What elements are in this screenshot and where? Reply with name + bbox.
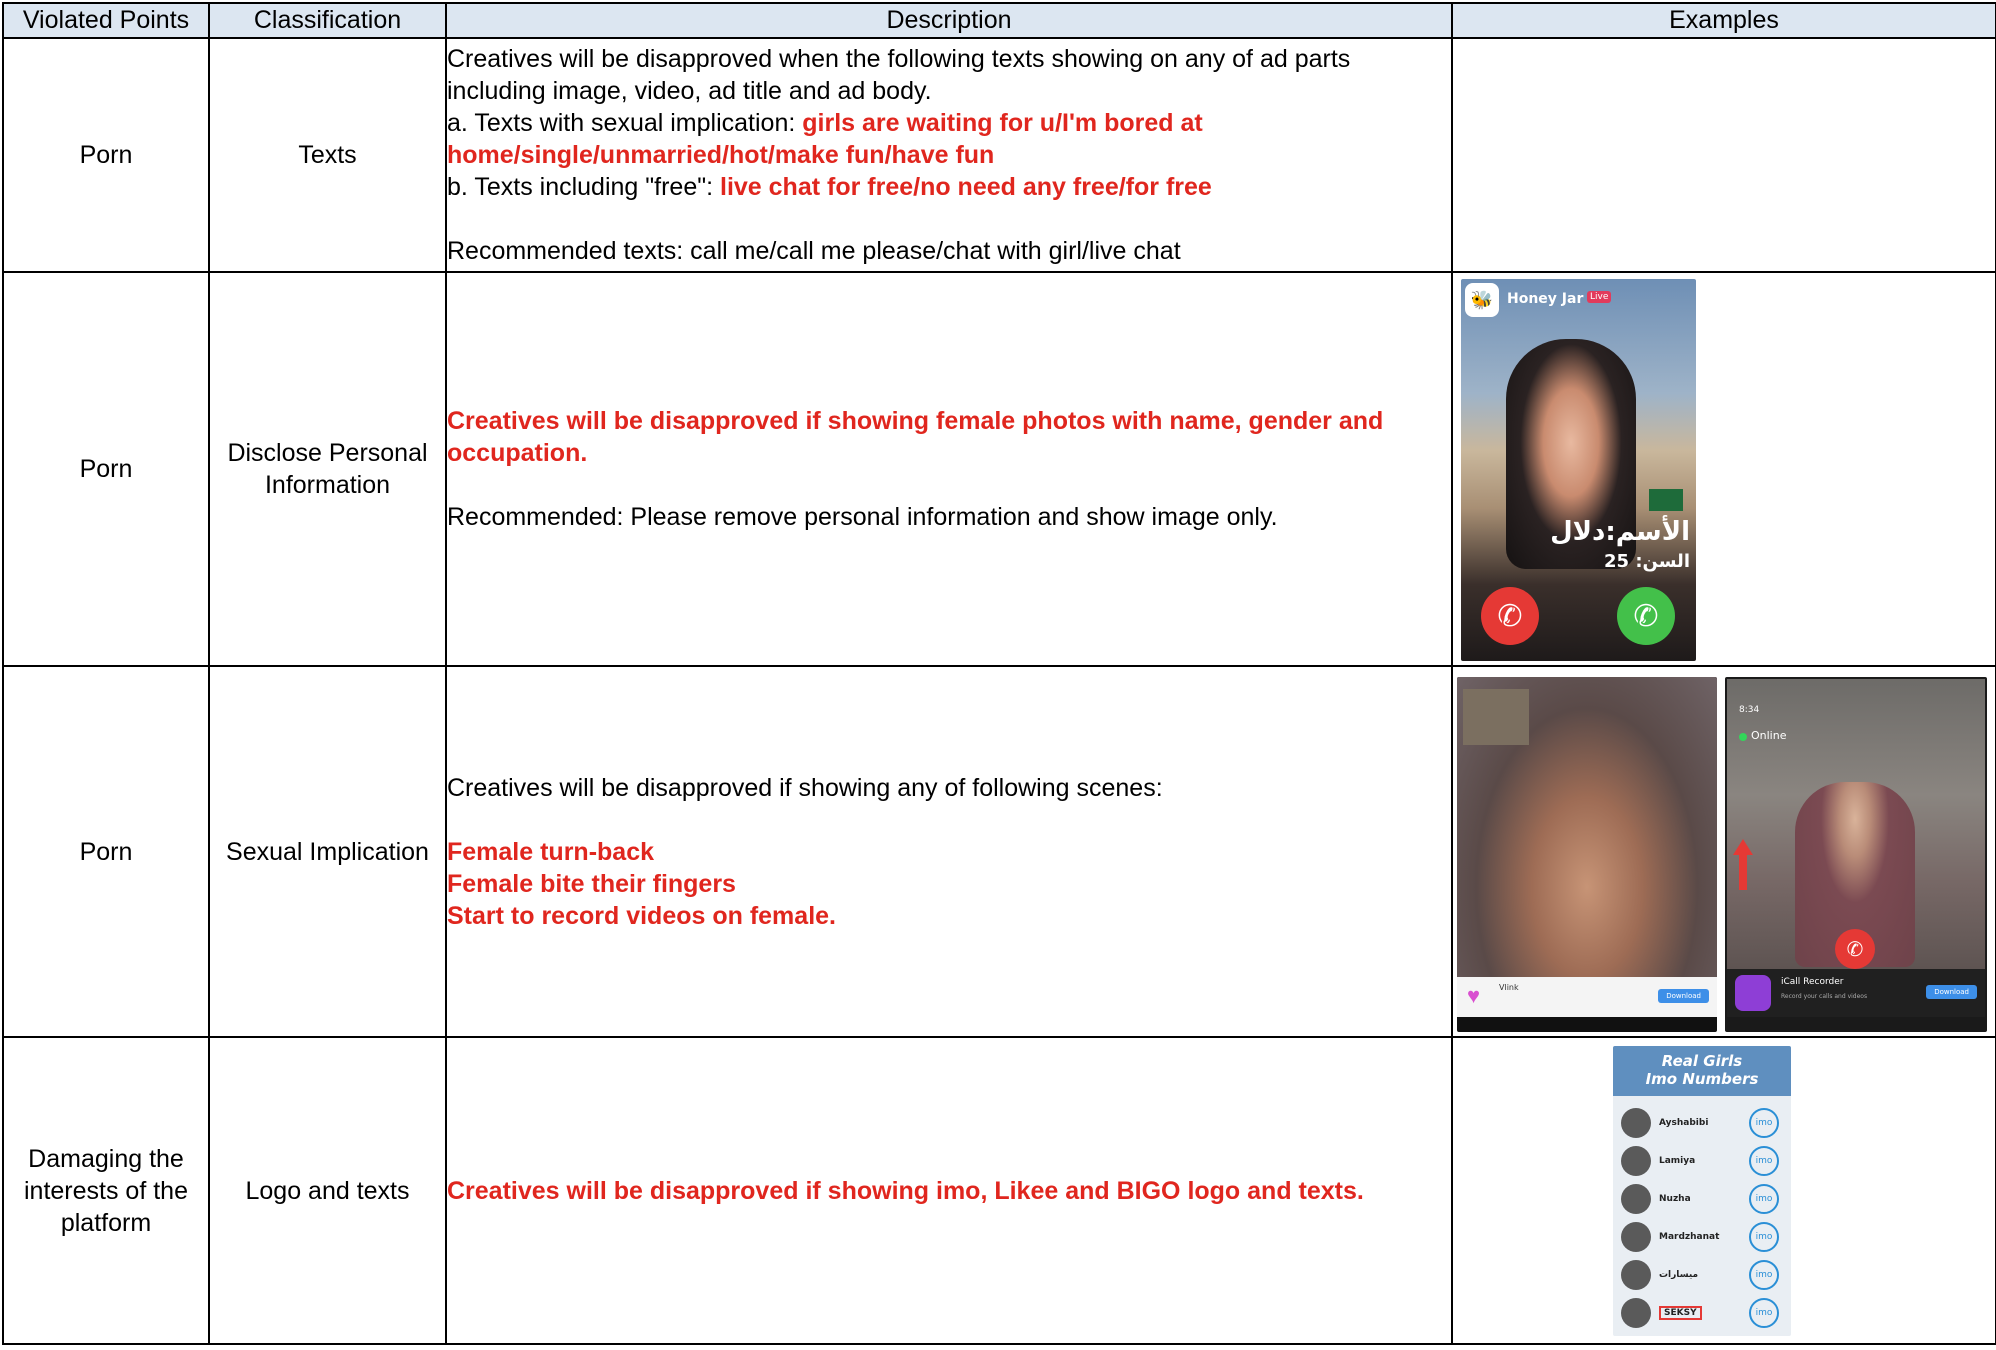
example-cell [1452, 272, 1996, 666]
recorder-app-icon [1735, 975, 1771, 1011]
description [446, 38, 1452, 272]
contacts-title-2: Imo Numbers [1645, 1070, 1759, 1088]
header-description: Description [446, 3, 1452, 38]
description-line: Creatives will be disapproved if showing imo, Likee and BIGO logo and texts. [447, 1176, 1364, 1205]
policy-table [2, 2, 1996, 1345]
imo-icon: imo [1749, 1260, 1779, 1290]
violated-point: Porn [3, 38, 209, 272]
classification: Sexual Implication [209, 666, 446, 1037]
imo-icon: imo [1749, 1184, 1779, 1214]
red-arrow-head-icon [1733, 839, 1753, 855]
classification: Logo and texts [209, 1037, 446, 1344]
description-line: Creatives will be disapproved when the following texts showing on any of ad parts including image, video, ad title and ad body. [447, 45, 1351, 105]
recorder-app-subtitle: Record your calls and videos [1781, 993, 1868, 1000]
example-call-recorder-screenshot [1725, 677, 1987, 1032]
example-cell [1452, 666, 1996, 1037]
contacts-header [1613, 1046, 1791, 1096]
download-button: Download [1658, 989, 1709, 1003]
example-cell-empty [1452, 38, 1996, 272]
description-line: Female bite their fingers [447, 869, 736, 898]
table-row [3, 38, 1996, 272]
description-line: a. Texts with sexual implication: girls are waiting for u/I'm bored at home/single/unmarried/hot/make fun/have fun [447, 109, 1203, 169]
live-badge: Live [1587, 291, 1611, 303]
imo-icon: imo [1749, 1108, 1779, 1138]
list-item: Nuzha imo [1621, 1182, 1783, 1216]
classification: Texts [209, 38, 446, 272]
online-status: Online [1751, 729, 1787, 742]
list-item: Ayshabibi imo [1621, 1106, 1783, 1140]
description-line: Creatives will be disapproved if showing any of following scenes: [447, 773, 1163, 802]
avatar [1621, 1298, 1651, 1328]
online-dot-icon [1739, 733, 1747, 741]
description-line: Recommended texts: call me/call me please/chat with girl/live chat [447, 237, 1181, 265]
description-line: b. Texts including "free": live chat for free/no need any free/for free [447, 173, 1212, 201]
imo-icon: imo [1749, 1222, 1779, 1252]
example-call-screenshot [1461, 279, 1696, 661]
avatar [1621, 1146, 1651, 1176]
avatar [1621, 1184, 1651, 1214]
contacts-title-1: Real Girls [1661, 1052, 1743, 1070]
violated-point: Damaging the interests of the platform [3, 1037, 209, 1344]
description-line: Start to record videos on female. [447, 901, 836, 930]
heart-icon: ♥ [1467, 983, 1481, 1008]
description-line: Recommended: Please remove personal information and show image only. [447, 503, 1278, 531]
imo-icon: imo [1749, 1146, 1779, 1176]
classification: Disclose Personal Information [209, 272, 446, 666]
violated-point: Porn [3, 272, 209, 666]
download-button: Download [1926, 985, 1977, 999]
example-video-call-screenshot [1457, 677, 1717, 1032]
imo-icon: imo [1749, 1298, 1779, 1328]
red-arrow-icon [1739, 852, 1747, 890]
app-logo-icon: 🐝 [1465, 283, 1499, 317]
header-classification: Classification [209, 3, 446, 38]
example-imo-contacts-screenshot [1613, 1046, 1791, 1336]
header-violated-points: Violated Points [3, 3, 209, 38]
description [446, 1037, 1452, 1344]
accept-call-icon: ✆ [1617, 587, 1675, 645]
status-time: 8:34 [1739, 705, 1760, 715]
list-item: Lamiya imo [1621, 1144, 1783, 1178]
header-row [3, 3, 1996, 38]
decline-call-icon: ✆ [1481, 587, 1539, 645]
example-cell [1452, 1037, 1996, 1344]
table-row [3, 272, 1996, 666]
ad-app-name: Vlink [1499, 983, 1519, 992]
recorder-app-name: iCall Recorder [1781, 977, 1844, 987]
avatar [1621, 1222, 1651, 1252]
ad-banner [1727, 969, 1985, 1017]
avatar [1621, 1260, 1651, 1290]
app-name: Honey Jar [1507, 291, 1584, 307]
flag-icon [1649, 489, 1683, 511]
description-line: Creatives will be disapproved if showing female photos with name, gender and occupation. [447, 407, 1384, 467]
arabic-name-text: الأسم:دلال [1550, 517, 1690, 547]
description [446, 666, 1452, 1037]
table-row [3, 666, 1996, 1037]
ad-banner [1457, 977, 1717, 1017]
pip-thumbnail [1463, 689, 1529, 745]
end-call-icon: ✆ [1835, 929, 1875, 969]
header-examples: Examples [1452, 3, 1996, 38]
description [446, 272, 1452, 666]
table-row [3, 1037, 1996, 1344]
list-item: ميسارات imo [1621, 1258, 1783, 1292]
avatar [1621, 1108, 1651, 1138]
arabic-age-text: السن: 25 [1604, 551, 1690, 572]
description-line: Female turn-back [447, 837, 655, 866]
violated-point: Porn [3, 666, 209, 1037]
list-item: Mardzhanat imo [1621, 1220, 1783, 1254]
list-item: SEKSY imo [1621, 1296, 1783, 1330]
